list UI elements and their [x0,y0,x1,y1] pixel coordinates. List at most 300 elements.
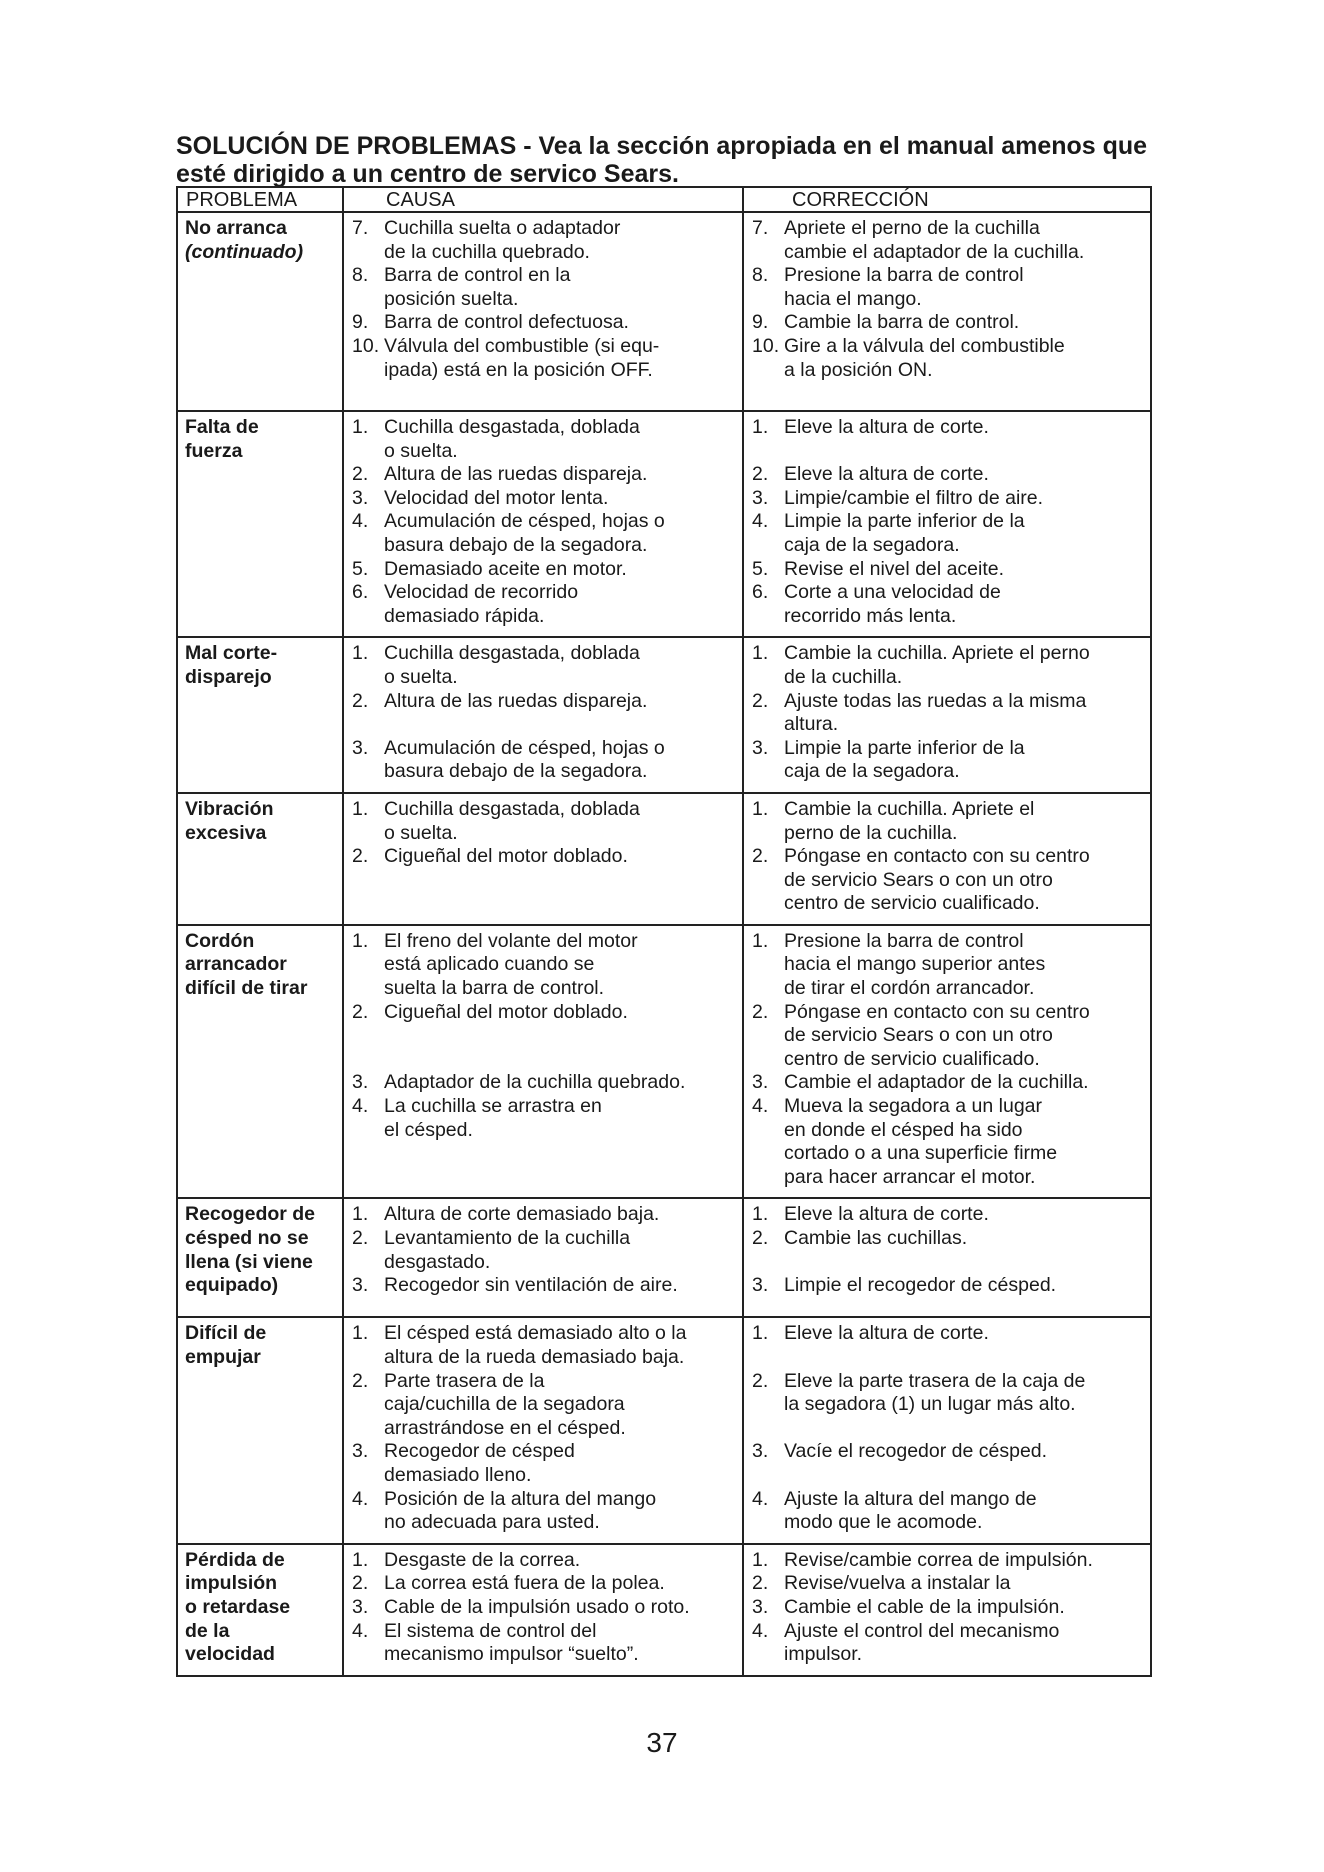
problem-label: de la [185,1619,230,1642]
table-row [177,793,1151,925]
cause-number: 1. [352,797,369,820]
correction-item [752,1596,1144,1620]
cause-line: El césped está demasiado alto o la [384,1322,687,1345]
cause-cell [343,637,743,793]
correction-number: 2. [752,845,769,868]
correction-line: de la cuchilla. [784,665,903,688]
correction-line: Gire a la válvula del combustible [784,334,1065,357]
cause-line: Barra de control defectuosa. [384,311,629,334]
correction-line: Limpie/cambie el filtro de aire. [784,486,1044,509]
correction-line: Revise/cambie correa de impulsión. [784,1548,1093,1571]
cause-text [384,930,736,1001]
problem-label: Mal corte- [185,642,278,665]
correction-cell [743,1544,1151,1676]
cause-item [352,416,736,463]
cause-line: o suelta. [384,665,458,688]
correction-line [784,440,1144,464]
cause-text [384,1549,736,1573]
cause-line: demasiado rápida. [384,604,545,627]
correction-line: Eleve la parte trasera de la caja de [784,1369,1086,1392]
correction-text [784,930,1144,1001]
problem-cell [177,212,343,411]
correction-line: Cambie el cable de la impulsión. [784,1595,1065,1618]
cause-item [352,690,736,737]
correction-line: a la posición ON. [784,358,933,381]
cause-line: Altura de corte demasiado baja. [384,1203,660,1226]
cause-line: Cuchilla desgastada, doblada [384,642,640,665]
correction-line: hacia el mango superior antes [784,953,1046,976]
cause-text [384,737,736,784]
correction-item [752,845,1144,916]
cause-number: 4. [352,1487,369,1510]
cause-line: Cuchilla desgastada, doblada [384,416,640,438]
cause-text [384,463,736,487]
cause-item [352,335,736,382]
cause-number: 2. [352,1000,369,1023]
correction-text [784,1095,1144,1189]
correction-number: 1. [752,642,769,665]
header-problema: PROBLEMA [177,187,343,212]
correction-text [784,1322,1144,1369]
cause-line: suelta la barra de control. [384,977,605,1000]
cause-line: está aplicado cuando se [384,953,595,976]
page-number: 37 [646,1727,678,1758]
cause-number: 3. [352,736,369,759]
problem-cell [177,925,343,1199]
correction-line: altura. [784,713,839,736]
correction-line: Ajuste la altura del mango de [784,1487,1037,1510]
cause-item [352,1370,736,1441]
correction-line: hacia el mango. [784,287,922,310]
correction-line: de servicio Sears o con un otro [784,1024,1053,1047]
correction-line: para hacer arrancar el motor. [784,1165,1036,1188]
correction-number: 3. [752,1274,769,1297]
cause-line: Parte trasera de la [384,1369,545,1392]
cause-text [384,510,736,557]
cause-item [352,1095,736,1142]
table-row [177,1317,1151,1543]
problem-label: disparejo [185,665,272,688]
correction-number: 4. [752,1095,769,1118]
cause-line: Cigueñal del motor doblado. [384,845,628,868]
correction-item [752,642,1144,689]
problem-sublabel: (continuado) [185,240,304,263]
cause-line: Cuchilla suelta o adaptador [384,217,621,239]
cause-line: Posición de la altura del mango [384,1487,657,1510]
correction-item [752,510,1144,557]
correction-text [784,217,1144,264]
cause-text [384,217,736,264]
cause-item [352,487,736,511]
cause-line: Adaptador de la cuchilla quebrado. [384,1071,686,1094]
correction-text [784,558,1144,582]
correction-cell [743,212,1151,411]
page-title [176,132,1176,188]
cause-text [384,581,736,628]
correction-number: 5. [752,557,769,580]
correction-line: Eleve la altura de corte. [784,416,989,438]
cause-line: La cuchilla se arrastra en [384,1095,602,1118]
correction-cell [743,1317,1151,1543]
correction-line: Eleve la altura de corte. [784,1203,989,1226]
correction-item [752,798,1144,845]
correction-text [784,1370,1144,1441]
cause-line: el césped. [384,1118,473,1141]
correction-line: modo que le acomode. [784,1511,983,1534]
cause-cell [343,793,743,925]
cause-number: 7. [352,217,369,239]
correction-item [752,335,1144,382]
cause-line: Recogedor de césped [384,1440,575,1463]
problem-label: velocidad [185,1643,275,1666]
header-correccion: CORRECCIÓN [743,187,1151,212]
cause-line: demasiado lleno. [384,1463,532,1486]
correction-text [784,1440,1144,1487]
cause-line: Acumulación de césped, hojas o [384,736,665,759]
problem-label: Recogedor de [185,1203,316,1226]
correction-line: centro de servicio cualificado. [784,892,1040,915]
cause-line: no adecuada para usted. [384,1511,600,1534]
cause-text [384,1370,736,1441]
cause-number: 5. [352,557,369,580]
cause-text [384,845,736,869]
title-line-1: SOLUCIÓN DE PROBLEMAS - Vea la sección apropiada en el manual amenos que [176,132,1148,160]
cause-text [384,558,736,582]
cause-number: 1. [352,929,369,952]
problem-label: empujar [185,1346,261,1368]
cause-item [352,510,736,557]
problem-label: fuerza [185,439,243,462]
correction-number: 7. [752,217,769,239]
cause-text [384,1095,736,1142]
cause-number: 2. [352,1227,369,1249]
cause-line: Levantamiento de la cuchilla [384,1227,631,1249]
correction-line: cortado o a una superficie firme [784,1142,1058,1165]
correction-line: Limpie la parte inferior de la [784,510,1025,533]
correction-text [784,463,1144,487]
correction-line: Ajuste todas las ruedas a la misma [784,689,1087,712]
cause-number: 2. [352,845,369,868]
correction-cell [743,793,1151,925]
cause-line: Desgaste de la correa. [384,1548,581,1571]
cause-number: 4. [352,1095,369,1118]
cause-item [352,1274,736,1298]
correction-item [752,1071,1144,1095]
correction-line: Limpie el recogedor de césped. [784,1274,1057,1297]
cause-number: 1. [352,1203,369,1226]
cause-item [352,845,736,869]
correction-number: 10. [752,334,780,357]
correction-number: 4. [752,1487,769,1510]
cause-cell [343,1198,743,1317]
cause-line: El freno del volante del motor [384,929,638,952]
cause-item [352,264,736,311]
correction-line: en donde el césped ha sido [784,1118,1023,1141]
correction-line [784,1251,1144,1275]
cause-line: La correa está fuera de la polea. [384,1572,665,1595]
table-row [177,212,1151,411]
cause-item [352,1001,736,1072]
cause-line: Altura de las ruedas dispareja. [384,689,648,712]
correction-line: Póngase en contacto con su centro [784,1000,1090,1023]
cause-line: Barra de control en la [384,264,571,287]
correction-line: de servicio Sears o con un otro [784,868,1053,891]
correction-line: Presione la barra de control [784,264,1024,287]
problem-label: césped no se [185,1227,309,1249]
correction-line: Cambie el adaptador de la cuchilla. [784,1071,1089,1094]
correction-number: 8. [752,264,769,287]
cause-item [352,1227,736,1274]
correction-text [784,845,1144,916]
problem-label: Pérdida de [185,1548,285,1571]
correction-line: Corte a una velocidad de [784,581,1001,604]
problem-cell [177,637,343,793]
correction-line: impulsor. [784,1643,863,1666]
cause-item [352,930,736,1001]
cause-text [384,311,736,335]
correction-text [784,1001,1144,1072]
correction-number: 4. [752,510,769,533]
correction-line [784,1346,1144,1370]
cause-number: 4. [352,1619,369,1642]
problem-label: Vibración [185,797,274,820]
correction-item [752,1227,1144,1274]
cause-item [352,1596,736,1620]
correction-text [784,1572,1144,1596]
correction-line: Póngase en contacto con su centro [784,845,1090,868]
troubleshooting-table [176,186,1152,1677]
correction-number: 1. [752,1322,769,1345]
correction-line: Limpie la parte inferior de la [784,736,1025,759]
correction-item [752,487,1144,511]
cause-line: Altura de las ruedas dispareja. [384,463,648,486]
correction-item [752,1322,1144,1369]
cause-number: 2. [352,689,369,712]
correction-number: 2. [752,1369,769,1392]
cause-item [352,1488,736,1535]
correction-text [784,581,1144,628]
problem-label: difícil de tirar [185,977,308,1000]
correction-text [784,690,1144,737]
cause-text [384,1596,736,1620]
cause-text [384,264,736,311]
cause-line: mecanismo impulsor “suelto”. [384,1643,639,1666]
cause-text [384,1001,736,1072]
problem-label: Cordón [185,929,255,952]
problem-label: arrancador [185,953,287,976]
title-line-2: esté dirigido a un centro de servico Sears. [176,160,679,188]
cause-item [352,798,736,845]
cause-text [384,1071,736,1095]
table-header-row [177,187,1151,212]
cause-text [384,335,736,382]
correction-item [752,463,1144,487]
cause-item [352,217,736,264]
problem-label: Difícil de [185,1322,267,1345]
problem-cell [177,1317,343,1543]
cause-item [352,1322,736,1369]
correction-line: Mueva la segadora a un lugar [784,1095,1043,1118]
correction-item [752,930,1144,1001]
cause-number: 1. [352,1322,369,1345]
correction-cell [743,1198,1151,1317]
correction-line: Cambie la cuchilla. Apriete el [784,797,1035,820]
correction-text [784,798,1144,845]
cause-line: de la cuchilla quebrado. [384,240,590,263]
correction-line: Vacíe el recogedor de césped. [784,1440,1048,1463]
problem-label: o retardase [185,1595,291,1618]
correction-cell [743,637,1151,793]
correction-text [784,510,1144,557]
cause-line: Recogedor sin ventilación de aire. [384,1274,678,1297]
correction-item [752,217,1144,264]
problem-label: excesiva [185,821,267,844]
cause-text [384,1620,736,1667]
problem-label: equipado) [185,1274,279,1297]
cause-item [352,463,736,487]
cause-number: 1. [352,1548,369,1571]
problem-label: llena (si viene [185,1250,313,1273]
cause-text [384,798,736,845]
cause-text [384,416,736,463]
correction-item [752,737,1144,784]
table-row [177,1198,1151,1317]
correction-item [752,264,1144,311]
cause-line: basura debajo de la segadora. [384,760,648,783]
correction-cell [743,925,1151,1199]
correction-text [784,487,1144,511]
correction-line: de tirar el cordón arrancador. [784,977,1035,1000]
correction-line: la segadora (1) un lugar más alto. [784,1393,1076,1416]
correction-number: 3. [752,736,769,759]
cause-number: 3. [352,1440,369,1463]
cause-line: El sistema de control del [384,1619,597,1642]
problem-cell [177,1198,343,1317]
cause-line [384,1024,736,1048]
correction-item [752,416,1144,463]
cause-item [352,1572,736,1596]
cause-cell [343,925,743,1199]
correction-item [752,1440,1144,1487]
cause-number: 8. [352,264,369,287]
cause-text [384,487,736,511]
cause-cell [343,1317,743,1543]
correction-line: cambie el adaptador de la cuchilla. [784,240,1085,263]
correction-line: Revise el nivel del aceite. [784,557,1005,580]
cause-text [384,690,736,737]
correction-line: Cambie la barra de control. [784,311,1020,334]
correction-number: 2. [752,463,769,486]
correction-text [784,1488,1144,1535]
correction-text [784,737,1144,784]
cause-line: Acumulación de césped, hojas o [384,510,665,533]
cause-item [352,1549,736,1573]
table-row [177,925,1151,1199]
correction-line: caja de la segadora. [784,760,960,783]
problem-label: No arranca [185,217,287,239]
correction-line: Cambie las cuchillas. [784,1227,968,1249]
cause-cell [343,1544,743,1676]
correction-line: perno de la cuchilla. [784,821,958,844]
problem-label: impulsión [185,1572,278,1595]
correction-number: 3. [752,1071,769,1094]
correction-text [784,416,1144,463]
cause-number: 1. [352,642,369,665]
correction-line: centro de servicio cualificado. [784,1047,1040,1070]
correction-line [784,1417,1144,1441]
cause-number: 6. [352,581,369,604]
cause-item [352,1203,736,1227]
correction-item [752,581,1144,628]
header-causa: CAUSA [343,187,743,212]
cause-number: 10. [352,334,380,357]
correction-number: 1. [752,1548,769,1571]
correction-text [784,1596,1144,1620]
problem-label: Falta de [185,416,259,438]
correction-item [752,311,1144,335]
correction-number: 6. [752,581,769,604]
cause-line: Cuchilla desgastada, doblada [384,797,640,820]
correction-line: Ajuste el control del mecanismo [784,1619,1060,1642]
cause-line: Velocidad del motor lenta. [384,486,609,509]
table-row [177,1544,1151,1676]
cause-line: ipada) está en la posición OFF. [384,358,653,381]
correction-text [784,1071,1144,1095]
cause-number: 2. [352,1369,369,1392]
correction-line: Eleve la altura de corte. [784,463,989,486]
cause-line [384,1048,736,1072]
cause-cell [343,212,743,411]
cause-text [384,1227,736,1274]
correction-number: 9. [752,311,769,334]
correction-number: 3. [752,1595,769,1618]
cause-line: Velocidad de recorrido [384,581,579,604]
correction-line: Revise/vuelva a instalar la [784,1572,1011,1595]
correction-item [752,1203,1144,1227]
correction-item [752,1488,1144,1535]
cause-line: Válvula del combustible (si equ- [384,334,660,357]
correction-line: recorrido más lenta. [784,604,957,627]
correction-item [752,1620,1144,1667]
correction-text [784,311,1144,335]
correction-text [784,335,1144,382]
correction-line: Apriete el perno de la cuchilla [784,217,1040,239]
cause-line: Demasiado aceite en motor. [384,557,627,580]
cause-text [384,1440,736,1487]
correction-line: Eleve la altura de corte. [784,1322,989,1345]
correction-number: 3. [752,1440,769,1463]
cause-item [352,1071,736,1095]
correction-number: 4. [752,1619,769,1642]
cause-line: o suelta. [384,821,458,844]
correction-line: Cambie la cuchilla. Apriete el perno [784,642,1090,665]
table-row [177,411,1151,637]
cause-text [384,1203,736,1227]
table-row [177,637,1151,793]
cause-item [352,311,736,335]
correction-number: 2. [752,1572,769,1595]
cause-line: basura debajo de la segadora. [384,533,648,556]
cause-text [384,1488,736,1535]
cause-line: o suelta. [384,439,458,462]
cause-item [352,581,736,628]
correction-text [784,1620,1144,1667]
correction-number: 1. [752,1203,769,1226]
correction-item [752,1549,1144,1573]
cause-number: 3. [352,1071,369,1094]
cause-number: 4. [352,510,369,533]
correction-number: 2. [752,1000,769,1023]
